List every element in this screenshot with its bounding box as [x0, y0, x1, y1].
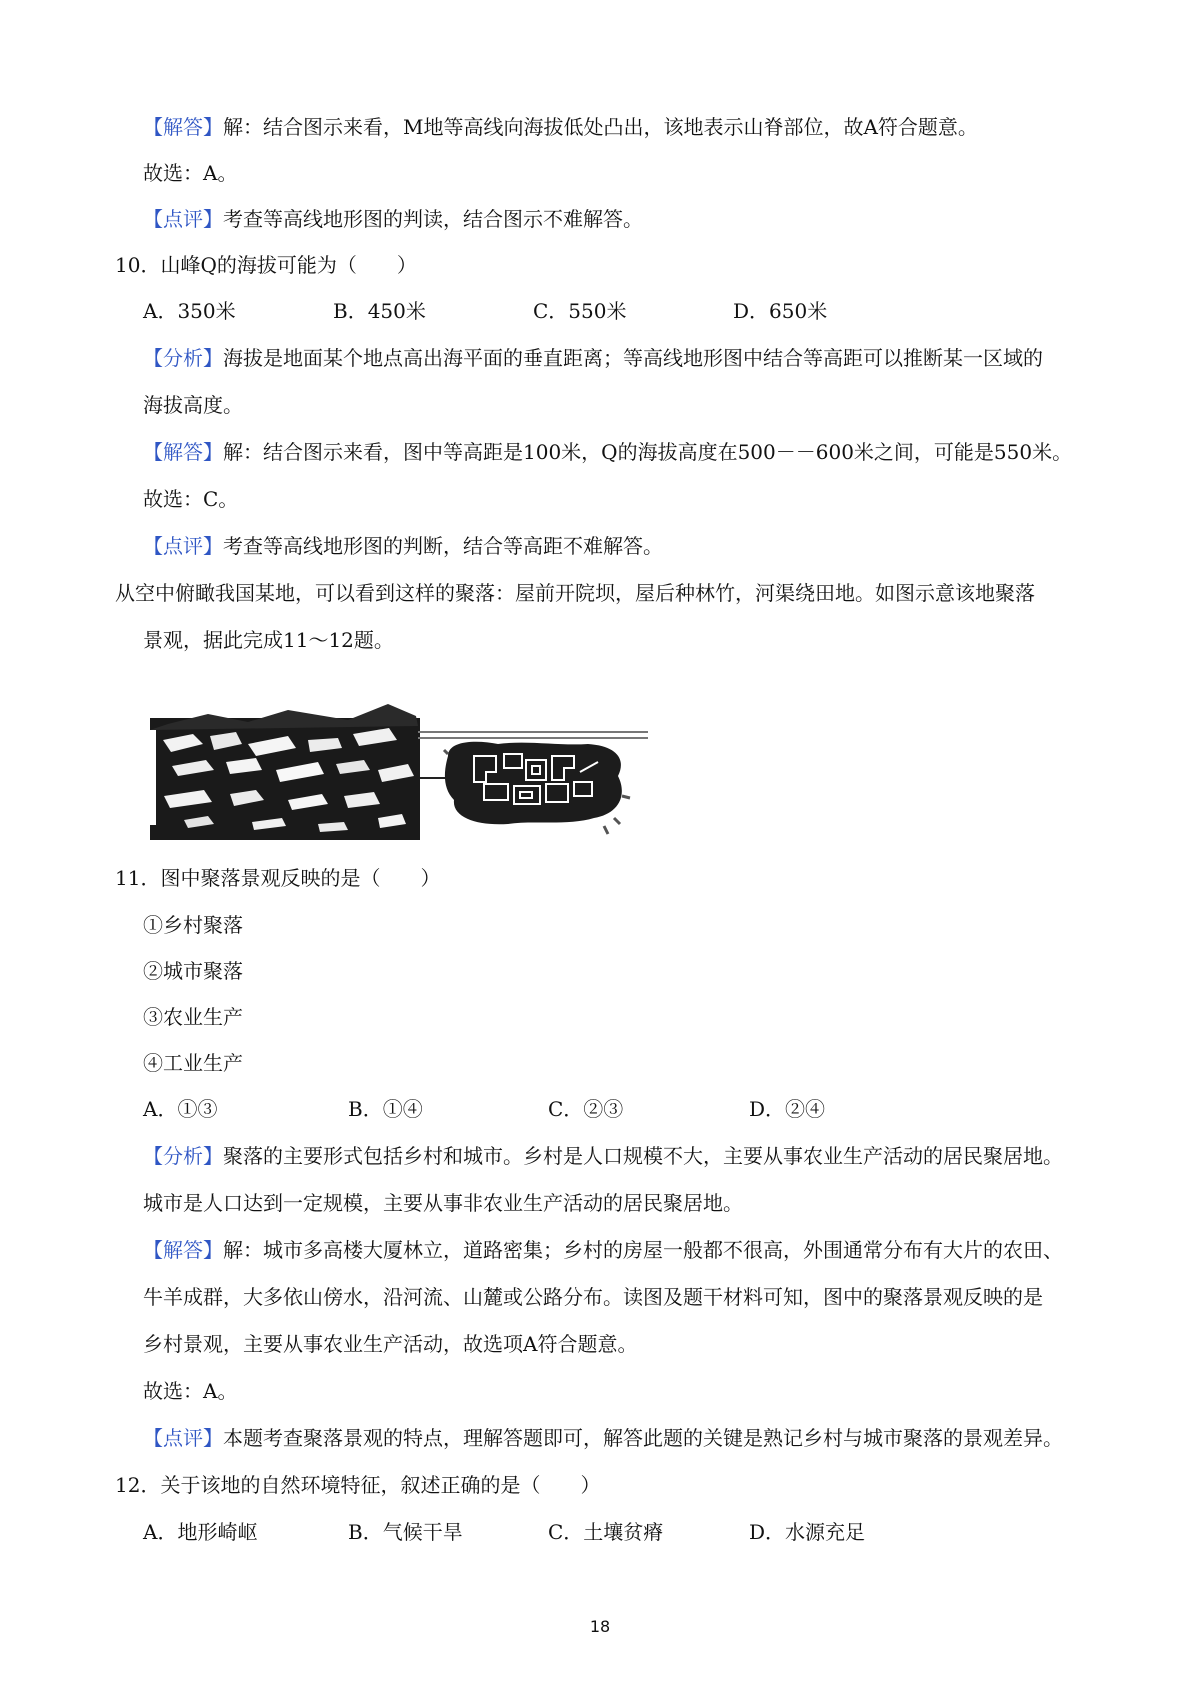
comment-block-q10 [143, 532, 663, 560]
question-12: 12．关于该地的自然环境特征，叙述正确的是（ ） [115, 1473, 601, 1497]
question-10: 10．山峰Q的海拔可能为（ ） [115, 253, 417, 277]
comment-tag: 【点评】 [143, 1426, 223, 1450]
passage-intro-line1: 从空中俯瞰我国某地，可以看到这样的聚落：屋前开院坝，屋后种林竹，河渠绕田地。如图示意该地聚落 [115, 581, 1035, 605]
aerial-photo [148, 704, 420, 840]
answer-tag: 【解答】 [143, 1238, 223, 1262]
answer-text-cont-1: 牛羊成群，大多依山傍水，沿河流、山麓或公路分布。读图及题干材料可知，图中的聚落景观反映的是 [143, 1285, 1043, 1309]
settlement-schematic [418, 732, 648, 834]
answer-block-q10 [143, 438, 1072, 466]
options-q10 [143, 297, 1043, 325]
option-b: B．450米 [333, 299, 426, 323]
option-c: C．550米 [533, 299, 627, 323]
choice-result-q9: 故选：A。 [143, 161, 238, 185]
analysis-block-q10 [143, 344, 1043, 372]
comment-block-q9 [143, 205, 643, 233]
comment-text: 本题考查聚落景观的特点，理解答题即可，解答此题的关键是熟记乡村与城市聚落的景观差异。 [223, 1426, 1063, 1450]
option-d: D．650米 [733, 299, 828, 323]
choice-result-q10: 故选：C。 [143, 487, 239, 511]
choice-result-q11: 故选：A。 [143, 1379, 238, 1403]
analysis-text: 聚落的主要形式包括乡村和城市。乡村是人口规模不大，主要从事农业生产活动的居民聚居地。 [223, 1144, 1063, 1168]
option-c: C．土壤贫瘠 [548, 1520, 664, 1544]
option-a: A．地形崎岖 [143, 1520, 258, 1544]
answer-text: 解：结合图示来看，图中等高距是100米，Q的海拔高度在500－－600米之间，可能是550米。 [223, 440, 1073, 464]
analysis-tag: 【分析】 [143, 1144, 223, 1168]
answer-block-q11 [143, 1236, 1063, 1264]
settlement-landscape-figure [148, 700, 708, 842]
option-b: B．①④ [348, 1097, 423, 1121]
q11-item-1: ①乡村聚落 [143, 913, 243, 937]
option-d: D．②④ [749, 1097, 826, 1121]
analysis-text-cont: 城市是人口达到一定规模，主要从事非农业生产活动的居民聚居地。 [143, 1191, 743, 1215]
answer-tag: 【解答】 [143, 115, 223, 139]
option-c: C．②③ [548, 1097, 624, 1121]
comment-text: 考查等高线地形图的判断，结合等高距不难解答。 [223, 534, 663, 558]
q11-item-2: ②城市聚落 [143, 959, 243, 983]
options-q12 [143, 1518, 1043, 1546]
comment-tag: 【点评】 [143, 207, 223, 231]
answer-tag: 【解答】 [143, 440, 223, 464]
analysis-text-cont: 海拔高度。 [143, 393, 243, 417]
page-number: 18 [589, 1617, 611, 1636]
passage-intro-line2: 景观，据此完成11～12题。 [143, 628, 394, 652]
analysis-block-q11 [143, 1142, 1063, 1170]
option-a: A．①③ [143, 1097, 218, 1121]
option-a: A．350米 [143, 299, 236, 323]
q11-item-3: ③农业生产 [143, 1005, 243, 1029]
answer-text-cont-2: 乡村景观，主要从事农业生产活动，故选项A符合题意。 [143, 1332, 638, 1356]
answer-block-q9 [143, 113, 978, 141]
answer-text: 解：结合图示来看，M地等高线向海拔低处凸出，该地表示山脊部位，故A符合题意。 [223, 115, 978, 139]
q11-item-4: ④工业生产 [143, 1051, 243, 1075]
options-q11 [143, 1095, 1043, 1123]
comment-tag: 【点评】 [143, 534, 223, 558]
comment-text: 考查等高线地形图的判读，结合图示不难解答。 [223, 207, 643, 231]
analysis-tag: 【分析】 [143, 346, 223, 370]
option-d: D．水源充足 [749, 1520, 866, 1544]
question-11: 11．图中聚落景观反映的是（ ） [115, 866, 441, 890]
option-b: B．气候干旱 [348, 1520, 463, 1544]
answer-text: 解：城市多高楼大厦林立，道路密集；乡村的房屋一般都不很高，外围通常分布有大片的农田、 [223, 1238, 1063, 1262]
analysis-text: 海拔是地面某个地点高出海平面的垂直距离；等高线地形图中结合等高距可以推断某一区域的 [223, 346, 1043, 370]
comment-block-q11 [143, 1424, 1063, 1452]
